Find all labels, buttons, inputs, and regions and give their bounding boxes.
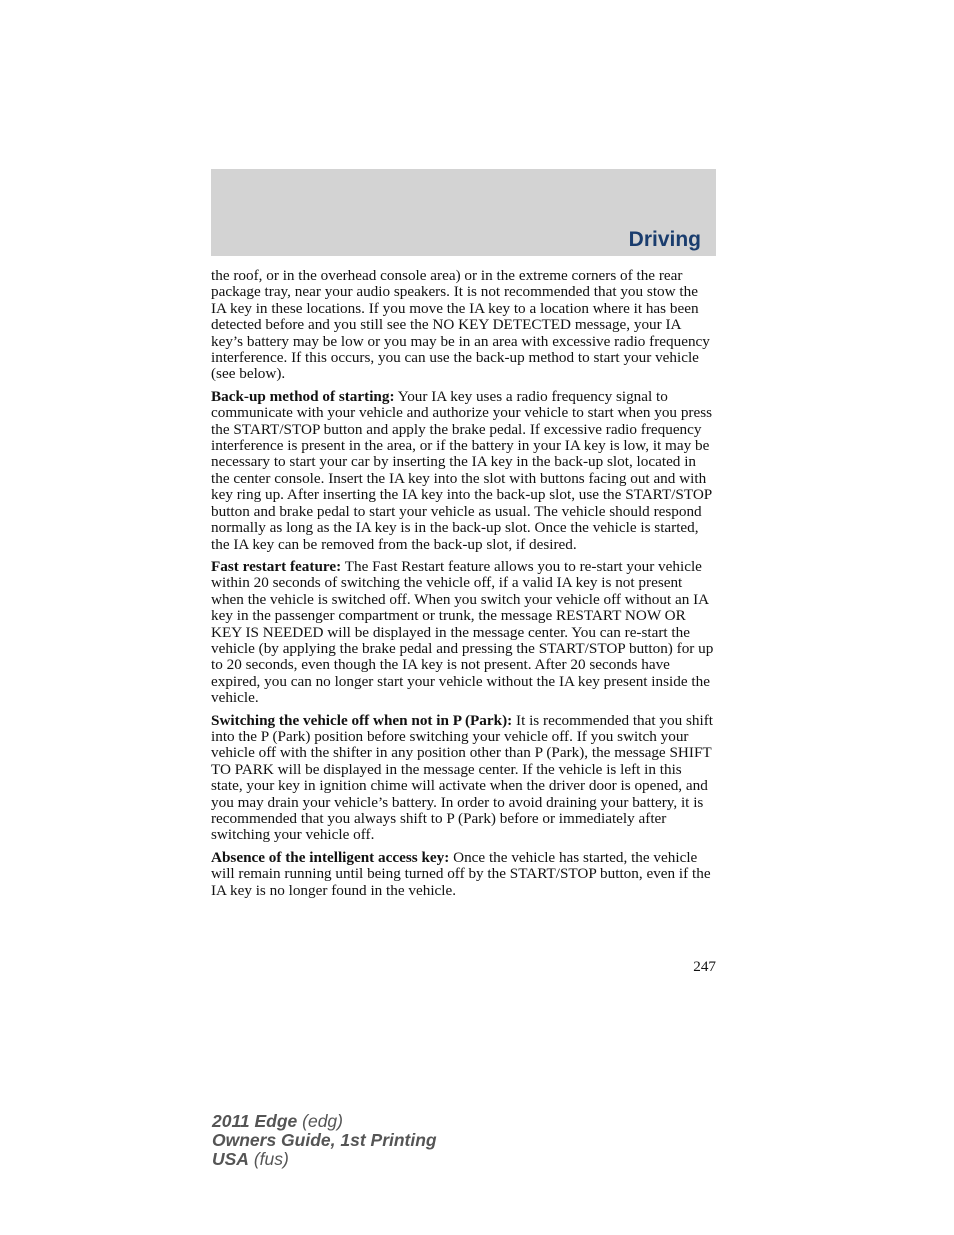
footer-model: 2011 Edge [212, 1111, 298, 1131]
paragraph-text: It is recommended that you shift into the P (Park) position before switching your vehicle off. If you switch your vehicle off with the shifter in any position other than P (Park), the message SHIFT TO PARK will be displayed in the message center. If the vehicle is left in this state, your key in ignition chime will activate when the driver door is opened, and you may drain your vehicle’s battery. In order to avoid draining your battery, it is recommended that you always shift to P (Park) before or immediately after switching your vehicle off. [211, 711, 713, 844]
paragraph-backup-method [211, 389, 716, 553]
footer-model-code: (edg) [297, 1111, 343, 1131]
footer-market-code: (fus) [248, 1149, 289, 1169]
footer-line-market [212, 1150, 437, 1169]
footer-market: USA [212, 1149, 249, 1169]
paragraph-intro [211, 268, 716, 383]
paragraph-switching-off [211, 713, 716, 844]
paragraph-text: Once the vehicle has started, the vehicle will remain running until being turned off by the START/STOP button, even if the IA key is no longer found in the vehicle. [211, 848, 711, 899]
paragraph-lead: Switching the vehicle off when not in P (Park): [211, 711, 513, 729]
paragraph-absence-key [211, 850, 716, 899]
paragraph-text: The Fast Restart feature allows you to re-start your vehicle within 20 seconds of switching the vehicle off, if a valid IA key is not present when the vehicle is switched off. When you switch your vehicle off without an IA key in the passenger compartment or trunk, the message RESTART NOW OR KEY IS NEEDED will be displayed in the message center. You can re-start the vehicle (by applying the brake pedal and pressing the START/STOP button) for up to 20 seconds, even though the IA key is not present. After 20 seconds have expired, you can no longer start your vehicle without the IA key present inside the vehicle. [211, 557, 714, 707]
section-title: Driving [628, 228, 701, 251]
body-text [211, 268, 716, 905]
paragraph-text: the roof, or in the overhead console area) or in the extreme corners of the rear package tray, near your audio speakers. It is not recommended that you stow the IA key in these locations. If you move the IA key to a location where it has been detected before and you still see the NO KEY DETECTED message, your IA key’s battery may be low or you may be in an area with excessive radio frequency interference. If this occurs, you can use the back-up method to start your vehicle (see below). [211, 267, 710, 383]
footer-printing: Owners Guide, 1st Printing [212, 1130, 437, 1150]
paragraph-lead: Back-up method of starting: [211, 387, 395, 405]
paragraph-lead: Fast restart feature: [211, 557, 342, 575]
page-number: 247 [693, 958, 716, 975]
paragraph-fast-restart [211, 559, 716, 707]
footer-imprint [212, 1112, 437, 1169]
footer-line-model [212, 1112, 437, 1131]
paragraph-lead: Absence of the intelligent access key: [211, 848, 450, 866]
paragraph-text: Your IA key uses a radio frequency signal to communicate with your vehicle and authorize your vehicle to start when you press the START/STOP button and apply the brake pedal. If excessive radio frequency interference is present in the area, or if the battery in your IA key is low, it may be necessary to start your car by inserting the IA key in the back-up slot, located in the center console. Insert the IA key into the slot with buttons facing out and with key ring up. After inserting the IA key into the back-up slot, use the START/STOP button and brake pedal to start your vehicle as usual. The vehicle should respond normally as long as the IA key is in the back-up slot. Once the vehicle is started, the IA key can be removed from the back-up slot, if desired. [211, 387, 713, 553]
footer-line-printing [212, 1131, 437, 1150]
section-header-band [211, 169, 716, 256]
